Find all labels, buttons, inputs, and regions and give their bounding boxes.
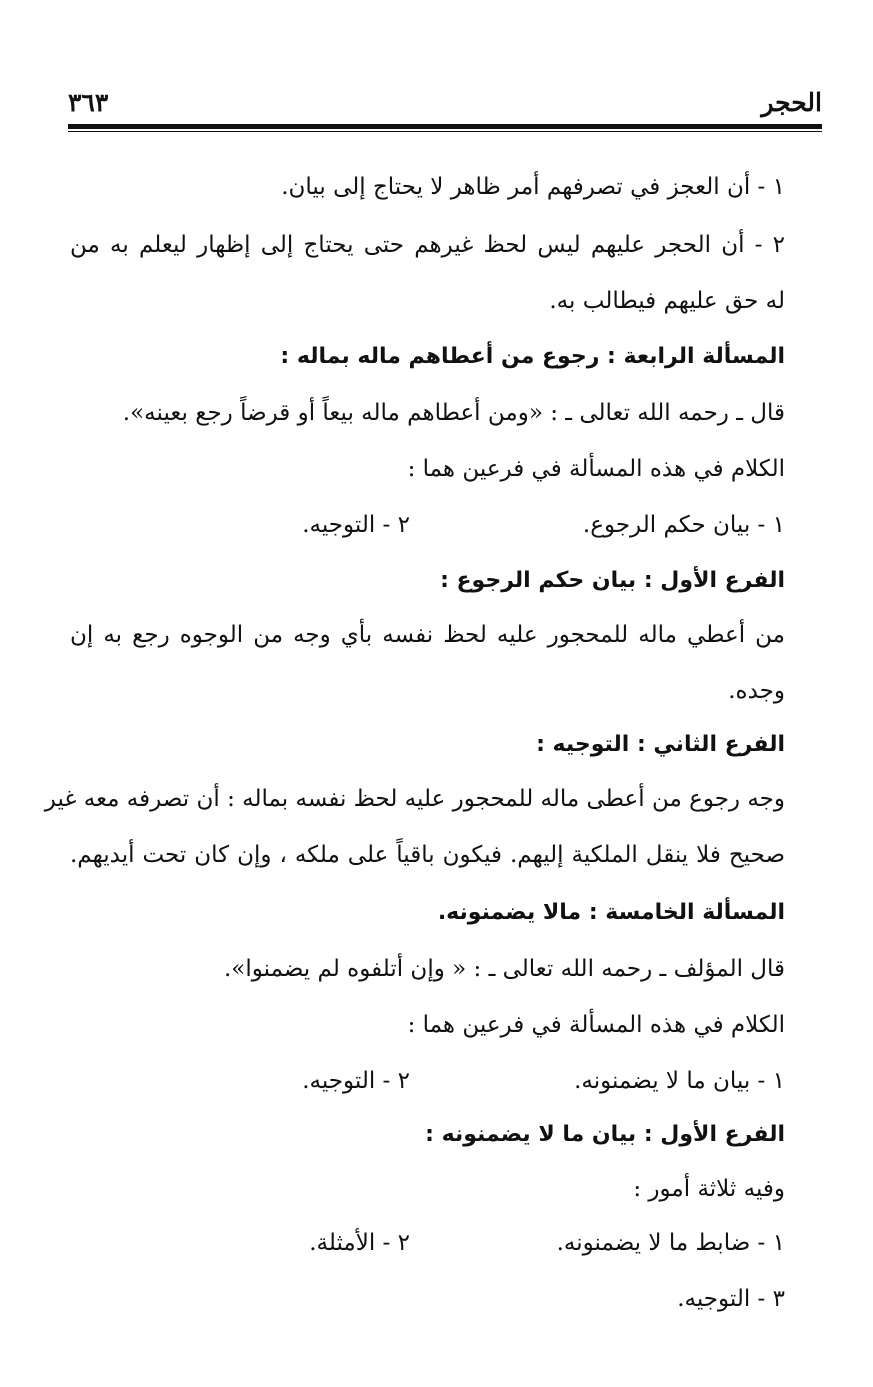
- paragraph-line: الكلام في هذه المسألة في فرعين هما :: [407, 456, 785, 482]
- paragraph-line: وجه رجوع من أعطى ماله للمحجور عليه لحظ نفسه بماله : أن تصرفه معه غير: [44, 786, 785, 812]
- paragraph-line: صحيح فلا ينقل الملكية إليهم. فيكون باقياً على ملكه ، وإن كان تحت أيديهم.: [70, 842, 785, 868]
- paragraph-line: له حق عليهم فيطالب به.: [549, 288, 785, 314]
- paragraph-line: وفيه ثلاثة أمور :: [633, 1176, 785, 1202]
- chapter-title: الحجر: [761, 88, 822, 117]
- quote-line: قال المؤلف ـ رحمه الله تعالى ـ : « وإن أتلفوه لم يضمنوا».: [223, 956, 785, 982]
- list-item: ١ - بيان حكم الرجوع.: [582, 512, 785, 538]
- paragraph-line: من أعطي ماله للمحجور عليه لحظ نفسه بأي وجه من الوجوه رجع به إن: [70, 622, 785, 648]
- section-heading: المسألة الرابعة : رجوع من أعطاهم ماله بماله :: [280, 344, 785, 369]
- list-item: ٢ - الأمثلة.: [309, 1230, 410, 1256]
- two-column-list: [70, 1064, 785, 1098]
- list-item: ١ - بيان ما لا يضمنونه.: [574, 1068, 785, 1094]
- list-item: ٢ - التوجيه.: [302, 1068, 410, 1094]
- two-column-list: [70, 1226, 785, 1260]
- paragraph-line: وجده.: [728, 678, 785, 704]
- subsection-heading: الفرع الثاني : التوجيه :: [536, 732, 785, 757]
- section-heading: المسألة الخامسة : مالا يضمنونه.: [437, 900, 785, 925]
- list-item: ٢ - التوجيه.: [302, 512, 410, 538]
- list-item: ٣ - التوجيه.: [677, 1286, 785, 1312]
- list-item: ٢ - أن الحجر عليهم ليس لحظ غيرهم حتى يحتاج إلى إظهار ليعلم به من: [70, 232, 785, 258]
- two-column-list: [70, 508, 785, 542]
- paragraph-line: الكلام في هذه المسألة في فرعين هما :: [407, 1012, 785, 1038]
- header-rule-thin: [68, 131, 822, 132]
- subsection-heading: الفرع الأول : بيان حكم الرجوع :: [440, 568, 785, 593]
- list-item: ١ - ضابط ما لا يضمنونه.: [556, 1230, 785, 1256]
- header-rule-thick: [68, 124, 822, 129]
- page-number: ٣٦٣: [68, 88, 109, 117]
- quote-line: قال ـ رحمه الله تعالى ـ : «ومن أعطاهم ماله بيعاً أو قرضاً رجع بعينه».: [122, 400, 785, 426]
- subsection-heading: الفرع الأول : بيان ما لا يضمنونه :: [425, 1122, 785, 1147]
- page-header: [68, 86, 822, 126]
- list-item: ١ - أن العجز في تصرفهم أمر ظاهر لا يحتاج إلى بيان.: [281, 174, 785, 200]
